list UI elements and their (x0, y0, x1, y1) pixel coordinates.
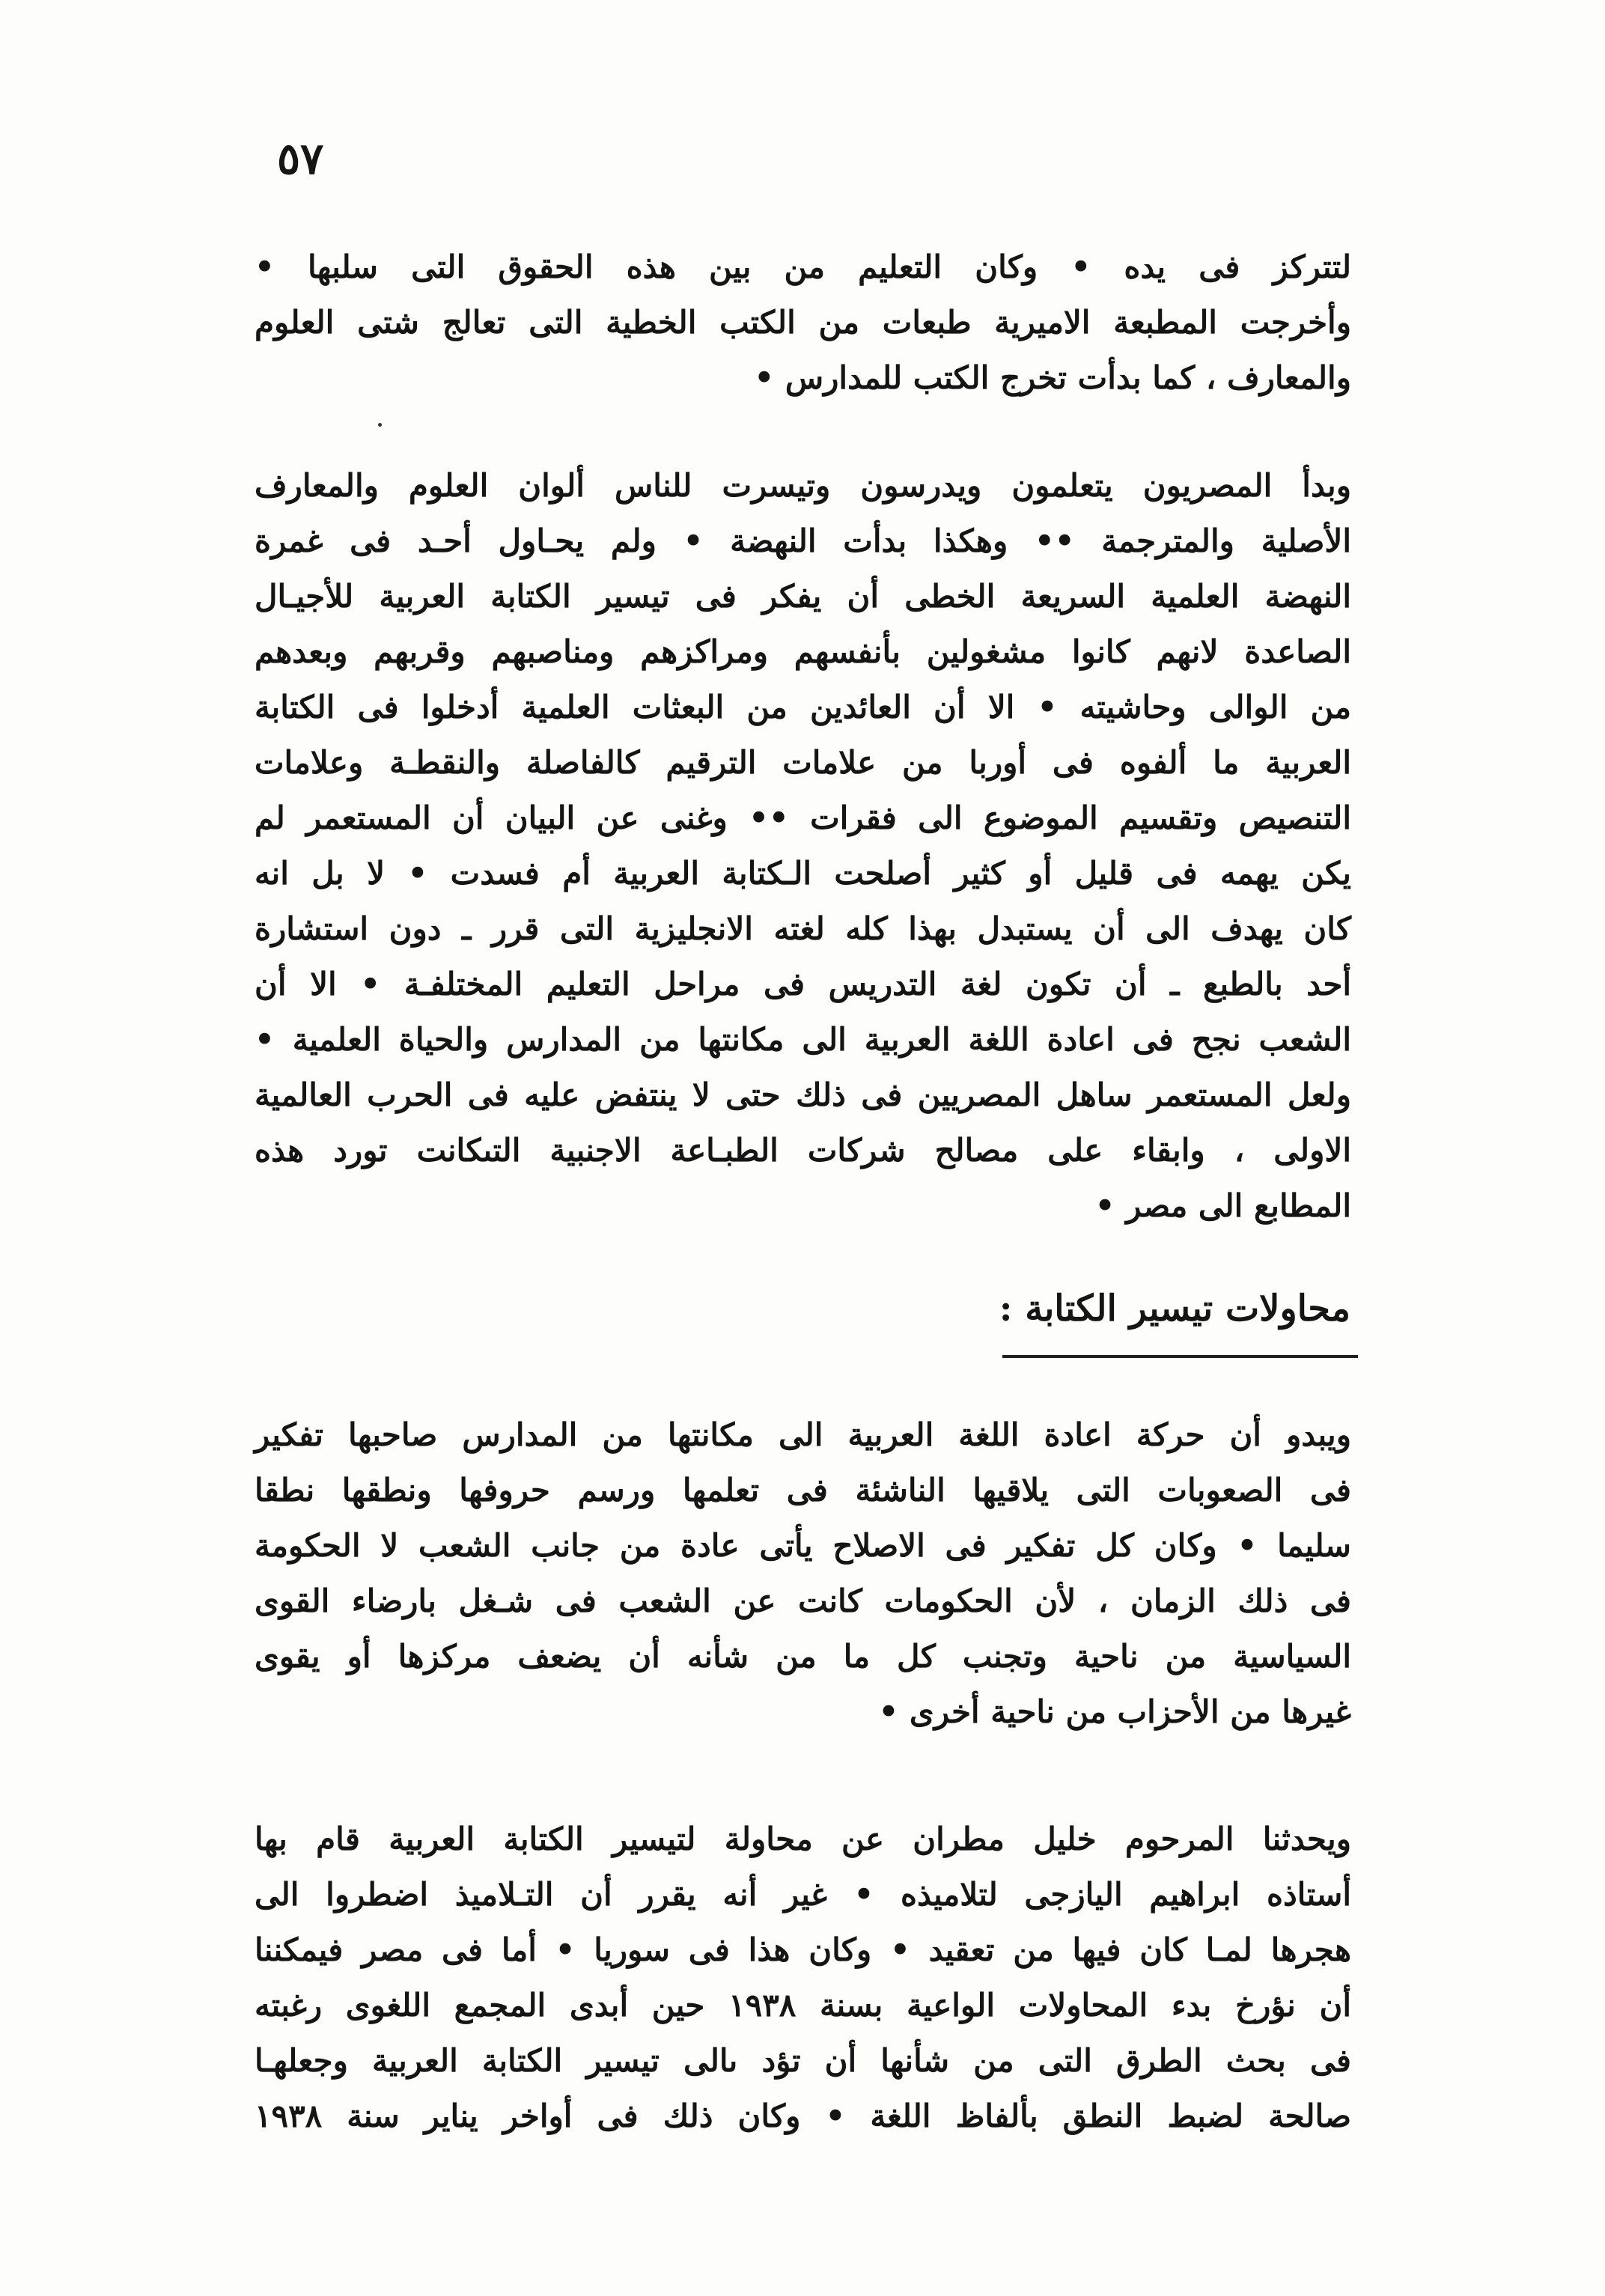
paragraph-1 (255, 240, 1351, 406)
text-line: فى الصعوبات التى يلاقيها الناشئة فى تعلمها ورسم حروفها ونطقها نطقا (255, 1472, 1351, 1508)
paragraph-2 (255, 458, 1351, 1234)
text-line: وبدأ المصريون يتعلمون ويدرسون وتيسرت للناس ألوان العلوم والمعارف (255, 467, 1351, 504)
text-line: الأصلية والمترجمة •• وهكذا بدأت النهضة • ولم يحـاول أحـد فى غمرة (255, 523, 1351, 559)
text-line: التنصيص وتقسيم الموضوع الى فقرات •• وغنى عن البيان أن المستعمر لم (255, 800, 1351, 836)
print-speck (378, 423, 382, 427)
text-line: وأخرجت المطبعة الاميرية طبعات من الكتب الخطية التى تعالج شتى العلوم (255, 304, 1352, 341)
text-line: العربية ما ألفوه فى أوربا من علامات الترقيم كالفاصلة والنقطـة وعلامات (255, 744, 1351, 781)
text-line: أحد بالطبع ـ أن تكون لغة التدريس فى مراحل التعليم المختلفـة • الا أن (255, 966, 1351, 1002)
text-line: ويبدو أن حركة اعادة اللغة العربية الى مكانتها من المدارس صاحبها تفكير (255, 1416, 1351, 1453)
text-line: الاولى ، وابقاء على مصالح شركات الطبـاعة الاجنبية التىكانت تورد هذه (255, 1132, 1351, 1169)
text-line: الشعب نجح فى اعادة اللغة العربية الى مكانتها من المدارس والحياة العلمية • (255, 1021, 1351, 1058)
text-line: لتتركز فى يده • وكان التعليم من بين هذه الحقوق التى سلبها • (255, 249, 1351, 285)
paragraph-4 (255, 1812, 1351, 2144)
text-line: أن نؤرخ بدء المحاولات الواعية بسنة ١٩٣٨ حين أبدى المجمع اللغوى رغبته (255, 1987, 1351, 2024)
text-line: كان يهدف الى أن يستبدل بهذا كله لغته الانجليزية التى قرر ـ دون استشارة (255, 910, 1351, 947)
paragraph-3 (255, 1407, 1351, 1740)
text-line: من الوالى وحاشيته • الا أن العائدين من البعثات العلمية أدخلوا فى الكتابة (255, 689, 1351, 725)
text-line: صالحة لضبط النطق بألفاظ اللغة • وكان ذلك فى أواخر يناير سنة ١٩٣٨ (255, 2098, 1351, 2134)
text-line: فى بحث الطرق التى من شأنها أن تؤد ىالى تيسير الكتابة العربية وجعلهـا (255, 2042, 1351, 2079)
text-line: سليما • وكان كل تفكير فى الاصلاح يأتى عادة من جانب الشعب لا الحكومة (255, 1527, 1351, 1564)
text-line: النهضة العلمية السريعة الخطى أن يفكر فى تيسير الكتابة العربية للأجيـال (255, 578, 1351, 615)
text-line: المطابع الى مصر • (1094, 1187, 1351, 1224)
text-line: فى ذلك الزمان ، لأن الحكومات كانت عن الشعب فى شـغل بارضاء القوى (255, 1583, 1351, 1619)
text-line: غيرها من الأحزاب من ناحية أخرى • (878, 1693, 1351, 1730)
page-number: ٥٧ (277, 133, 324, 184)
heading-underline (1002, 1355, 1358, 1358)
text-line: يكن يهمه فى قليل أو كثير أصلحت الـكتابة العربية أم فسدت • لا بل انه (255, 855, 1351, 892)
text-line: أستاذه ابراهيم اليازجى لتلاميذه • غير أنه يقرر أن التـلاميذ اضطروا الى (255, 1876, 1351, 1913)
text-line: ولعل المستعمر ساهل المصريين فى ذلك حتى لا ينتفض عليه فى الحرب العالمية (255, 1077, 1351, 1113)
text-line: السياسية من ناحية وتجنب كل ما من شأنه أن يضعف مركزها أو يقوى (255, 1638, 1351, 1675)
text-line: ويحدثنا المرحوم خليل مطران عن محاولة لتيسير الكتابة العربية قام بها (255, 1821, 1351, 1857)
text-line: والمعارف ، كما بدأت تخرج الكتب للمدارس • (754, 359, 1351, 396)
text-line: الصاعدة لانهم كانوا مشغولين بأنفسهم ومراكزهم ومناصبهم وقربهم وبعدهم (255, 633, 1351, 670)
section-heading: محاولات تيسير الكتابة : (999, 1288, 1350, 1330)
text-line: هجرها لمـا كان فيها من تعقيد • وكان هذا فى سوريا • أما فى مصر فيمكننا (255, 1931, 1351, 1968)
